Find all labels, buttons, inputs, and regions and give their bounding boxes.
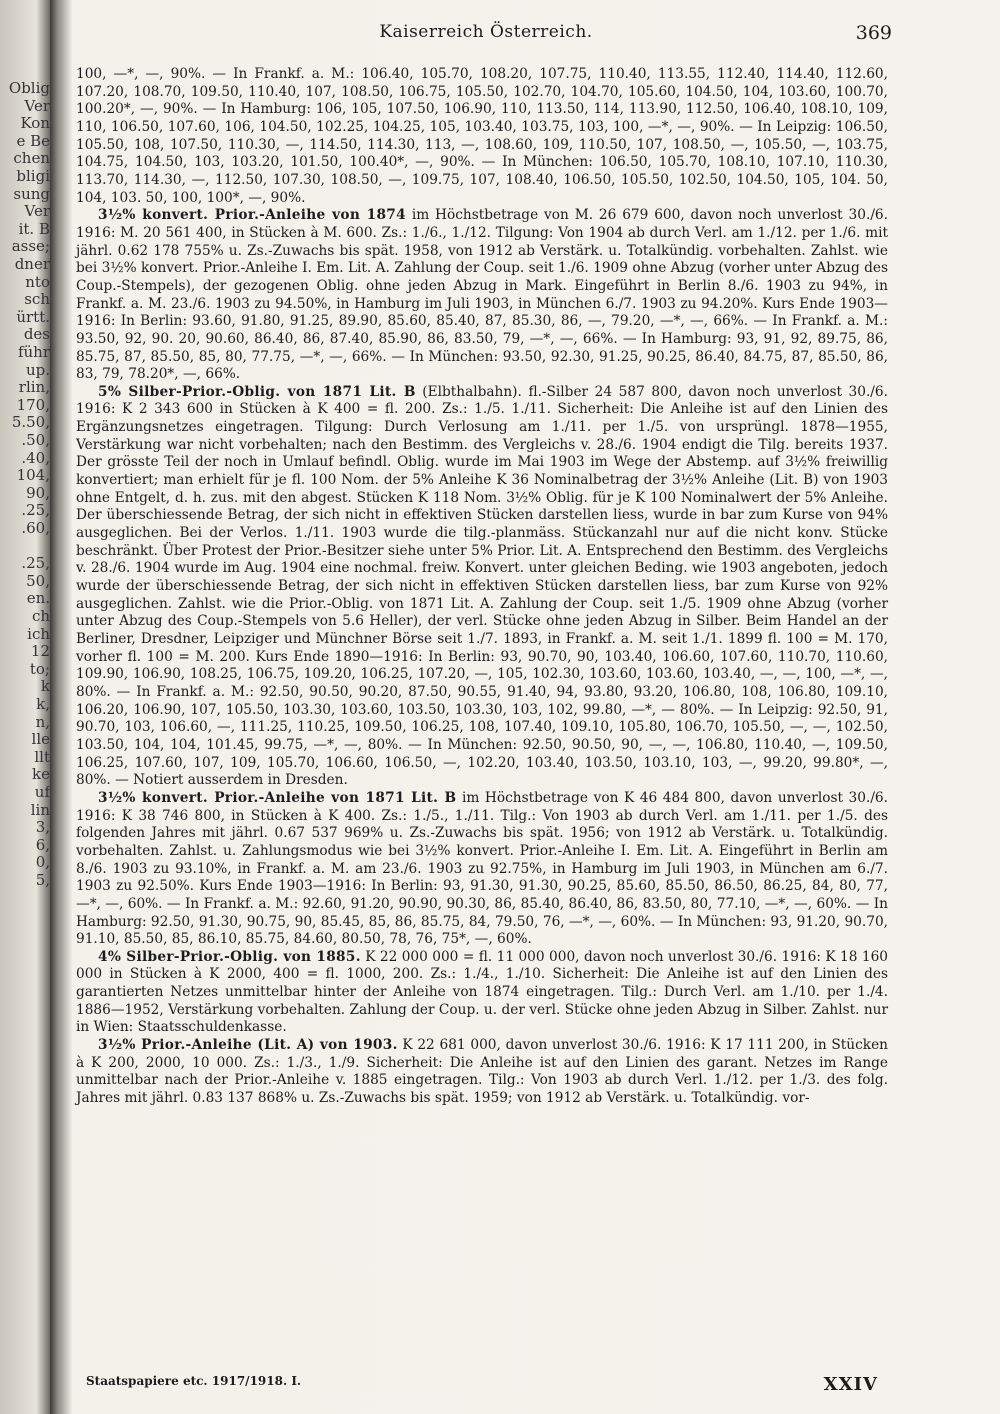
page-header xyxy=(80,22,892,50)
adjacent-page-fragment: chen xyxy=(13,150,50,168)
adjacent-page-margin xyxy=(0,0,52,1414)
book-spine-shadow xyxy=(50,0,72,1414)
paragraph-heading: 3½% konvert. Prior.-Anleihe von 1871 Lit. B xyxy=(98,789,457,806)
paragraph-text: im Höchstbetrage von M. 26 679 600, davon noch unverlost 30./6. 1916: M. 20 561 400, in Stücken à M. 600. Zs.: 1./6., 1./12. Tilgung: Von 1904 ab durch Verl. am 1./12. per 1./6. mit jährl. 0.62 178 755% u. Zs.-Zuwachs bis spät. 1958, von 1912 ab Verstärk. u. Totalkündig. vorbehalten. Zahlst. wie bei 3½% konvert. Prior.-Anleihe I. Em. Lit. A. Zahlung der Coup. seit 1./6. 1909 ohne Abzug (vorher unter Abzug des Coup.-Stempels), der gezogenen Oblig. ohne jeden Abzug in Mark. Eingeführt in Berlin 8./6. 1903 zu 94%, in Frankf. a. M. 23./6. 1903 zu 94.50%, in Hamburg im Juli 1903, in München 6./7. 1903 zu 94.20%. Kurs Ende 1903—1916: In Berlin: 93.60, 91.80, 91.25, 89.90, 85.60, 85.40, 87, 85.30, 86, —, 79.20, —*, —, 66%. — In Frankf. a. M.: 93.50, 92, 90. 20, 90.60, 86.40, 86, 87.40, 85.90, 86, 83.50, 79, —*, —, 66%. — In Hamburg: 93, 91, 92, 89.75, 86, 85.75, 87, 85.50, 85, 80, 77.75, —*, —, 66%. — In München: 93.50, 92.30, 91.25, 90.25, 86.40, 84.75, 87, 85.50, 86, 83, 79, 78.20*, —, 66%. xyxy=(76,207,888,383)
adjacent-page-fragment: sch xyxy=(24,291,50,309)
adjacent-page-fragment: .25, xyxy=(21,555,50,573)
adjacent-page-fragment: Ver xyxy=(24,203,50,221)
adjacent-page-fragment: ich xyxy=(27,625,50,643)
adjacent-page-fragment: 5, xyxy=(35,872,50,889)
adjacent-page-fragment: .40, xyxy=(21,449,50,467)
adjacent-page-fragment: 104, xyxy=(16,467,50,485)
paragraph-text: 100, —*, —, 90%. — In Frankf. a. M.: 106.40, 105.70, 108.20, 107.75, 110.40, 113.55, 112.40, 114.40, 112.60, 107.20, 108.70, 109.50, 110.40, 107, 108.50, 106.75, 105.50, 102.70, 104.70, 105.60, 104.50, 104, 103.60, 100.70, 100.20*, —, 90%. — In Hamburg: 106, 105, 107.50, 106.90, 110, 113.50, 114, 113.90, 112.50, 106.40, 108.10, 109, 110, 106.50, 107.60, 106, 104.50, 102.25, 104.25, 105, 103.40, 103.75, 103, 100, —*, —, 90%. — In Leipzig: 106.50, 105.50, 108, 107.50, 110.30, —, 114.50, 114.30, 113, —, 108.60, 109, 110.50, 107, 108.50, —, 105.50, —, 103.75, 104.75, 104.50, 103, 103.20, 101.50, 100.40*, —, 90%. — In München: 106.50, 105.70, 108.10, 107.10, 110.30, 113.70, 114.30, —, 112.50, 107.30, 108.50, —, 109.75, 107, 108.40, 106.50, 105.50, 102.50, 104.50, 105, 104. 50, 104, 103. 50, 100, 100*, —, 90%. xyxy=(76,66,888,206)
adjacent-page-fragment: Kon xyxy=(20,115,50,133)
adjacent-page-fragment: 0, xyxy=(35,854,50,872)
adjacent-page-fragment: 5.50, xyxy=(11,414,50,432)
adjacent-page-fragment: Oblig xyxy=(8,80,50,97)
paragraph-continuation xyxy=(76,66,888,207)
paragraph-text: im Höchstbetrage von K 46 484 800, davon unverlost 30./6. 1916: K 38 746 800, in Stücken à K 400. Zs.: 1./5., 1./11. Tilg.: Von 1903 ab durch Verl. am 1./11. per 1./5. des folgenden Jahres mit jährl. 0.67 537 969% u. Zs.-Zuwachs bis spät. 1956; von 1912 ab Verstärk. u. Totalkündig. vorbehalten. Zahlst. u. Zahlungsmodus wie bei 3½% konvert. Prior.-Anleihe I. Em. Lit. A. Eingeführt in Berlin am 8./6. 1903 zu 93.10%, in Frankf. a. M. am 23./6. 1903 zu 92.75%, in Hamburg im Juli 1903, in München am 6./7. 1903 zu 92.50%. Kurs Ende 1903—1916: In Berlin: 93, 91.30, 91.30, 90.25, 85.60, 85.50, 86.50, 86.25, 84, 80, 77, —*, —, 60%. — In Frankf. a. M.: 92.60, 91.20, 90.90, 90.30, 86, 85.40, 86.40, 86, 83.50, 80, 77.10, —*, —, 60%. — In Hamburg: 92.50, 91.30, 90.75, 90, 85.45, 85, 86, 85.75, 84, 79.50, 76, —*, —, 60%. — In München: 93, 91.20, 90.70, 91.10, 85.50, 85, 86.10, 85.75, 84.60, 80.50, 78, 76, 75*, —, 60%. xyxy=(76,789,888,948)
adjacent-page-fragment: ke xyxy=(32,766,50,784)
adjacent-page-fragment: nto xyxy=(25,273,50,291)
adjacent-page-fragment: n, xyxy=(35,713,50,731)
adjacent-page-fragment: .25, xyxy=(21,502,50,520)
adjacent-page-fragment: 50, xyxy=(26,572,50,590)
adjacent-page-fragment: uf xyxy=(34,784,50,801)
paragraph-text: K 22 681 000, davon unverlost 30./6. 1916: K 17 111 200, in Stücken à K 200, 2000, 10 000. Zs.: 1./3., 1./9. Sicherheit: Die Anleihe ist auf den Linien des garant. Netzes im Range unmittelbar nach der Prior.-Anleihe v. 1885 eingetragen. Tilg.: Von 1903 ab durch Verl. 1./12. per 1./3. des folg. Jahres mit jährl. 0.83 137 868% u. Zs.-Zuwachs bis spät. 1959; von 1912 ab Verstärk. u. Totalkündig. vor- xyxy=(76,1037,889,1107)
paragraph-heading: 4% Silber-Prior.-Oblig. von 1885. xyxy=(98,948,361,965)
paragraph-bond-1874 xyxy=(76,207,888,384)
adjacent-page-fragment: führ xyxy=(17,344,50,361)
adjacent-page-fragment: k xyxy=(40,678,50,696)
paragraph-konvert-1871 xyxy=(76,790,888,949)
page-body xyxy=(76,66,888,1108)
paragraph-heading: 3½% Prior.-Anleihe (Lit. A) von 1903. xyxy=(98,1037,398,1054)
adjacent-page-fragment: k, xyxy=(36,696,50,713)
adjacent-page-fragment: up. xyxy=(25,361,50,379)
adjacent-page-fragment: sung xyxy=(13,185,50,203)
paragraph-heading: 5% Silber-Prior.-Oblig. von 1871 Lit. B xyxy=(98,383,416,400)
adjacent-page-fragment: e Be xyxy=(16,132,50,150)
paragraph-silver-1871 xyxy=(76,384,888,790)
running-title: Kaiserreich Österreich. xyxy=(379,22,593,42)
adjacent-page-fragment: Ver xyxy=(24,97,50,115)
adjacent-page-fragment: dner xyxy=(14,256,50,273)
adjacent-page-fragment: .50, xyxy=(21,432,50,449)
adjacent-page-fragment: des xyxy=(23,326,50,344)
adjacent-page-fragment: .60, xyxy=(21,520,50,537)
adjacent-page-fragment: bligi xyxy=(16,168,50,185)
adjacent-page-fragment: 3, xyxy=(35,819,50,837)
adjacent-page-fragment: 90, xyxy=(26,484,50,502)
paragraph-heading: 3½% konvert. Prior.-Anleihe von 1874 xyxy=(98,207,406,224)
adjacent-page-fragment: ürtt. xyxy=(16,308,50,326)
adjacent-page-fragment: 170, xyxy=(16,396,50,414)
footer-sheet-mark: XXIV xyxy=(823,1374,878,1395)
adjacent-page-fragment: ch xyxy=(31,608,50,625)
paragraph-text: (Elbthalbahn). fl.-Silber 24 587 800, davon noch unverlost 30./6. 1916: K 2 343 600 in Stücken à K 400 = fl. 200. Zs.: 1./5. 1./11. Sicherheit: Die Anleihe ist auf den Linien des Ergänzungsnetzes eingetragen. Tilgung: Durch Verlosung am 1./11. per 1./5. von ursprüngl. 1878—1955, Verstärkung war nicht vorbehalten; nach den Bestimm. des Vergleichs v. 28./6. 1904 endigt die Tilg. bereits 1937. Der grösste Teil der noch in Umlauf befindl. Oblig. wurde im Mai 1903 im Wege der Abstemp. auf 3½% freiwillig konvertiert; man erhielt für je fl. 100 Nom. der 5% Anleihe K 36 Nominalbetrag der 3½% Anleihe (Lit. B) von 1903 ohne Entgelt, d. h. zus. mit den abgest. Stücken K 118 Nom. 3½% Oblig. für je K 100 Nominalwert der 5% Anleihe. Der überschiessende Betrag, der sich nicht in effektiven Stücken darstellen liess, wurde in bar zum Kurse von 94% ausgeglichen. Bei der Verlos. 1./11. 1903 wurde die tilg.-planmäss. Stückanzahl nur auf die nicht konv. Stücke beschränkt. Über Protest der Prior.-Besitzer siehe unter 5% Prior. Lit. A. Entsprechend den Bestimm. des Vergleichs v. 28./6. 1904 wurde im Aug. 1904 eine nochmal. freiw. Konvert. unter gleichen Beding. wie 1903 angeboten, jedoch wurde der überschiessende Betrag, der sich nicht in effektiven Stücken darstellen liess, bar zum Kurse von 92% ausgeglichen. Zahlst. wie die Prior.-Oblig. von 1871 Lit. A. Zahlung der Coup. seit 1./5. 1909 ohne Abzug (vorher unter Abzug des Coup.-Stempels von 5.6 Heller), der verl. Stücke ohne jeden Abzug in Silber. Beim Handel an der Berliner, Dresdner, Leipziger und Münchner Börse seit 1./7. 1893, in Frankf. a. M. seit 1./1. 1899 fl. 100 = M. 170, vorher fl. 100 = M. 200. Kurs Ende 1890—1916: In Berlin: 93, 90.70, 90, 103.40, 106.60, 107.60, 110.70, 110.60, 109.90, 106.90, 108.25, 106.75, 109.20, 106.25, 107.20, —, 105, 102.30, 103.60, 103.60, 103.40, —, —, 100, —*, —, 80%. — In Frankf. a. M.: 92.50, 90.50, 90.20, 87.50, 90.55, 91.40, 94, 93.80, 93.20, 106.80, 108, 106.80, 109.10, 106.20, 106.90, 107, 105.50, 103.30, 103.60, 103.50, 103.30, 103, 102, 99.80, —*, — 80%. — In Leipzig: 92.50, 91, 90.70, 103, 106.60, —, 111.25, 110.25, 109.50, 106.25, 108, 107.40, 109.10, 105.80, 106.70, 105.50, —, —, 102.50, 103.50, 104, 104, 101.45, 99.75, —*, —, 80%. — In München: 92.50, 90.50, 90, —, —, 106.80, 110.40, —, 109.50, 106.25, 107.60, 107, 109, 105.70, 106.60, 106.50, —, 102.20, 103.40, 103.50, 103.10, 103, —, 99.20, 99.80*, —, 80%. — Notiert ausserdem in Dresden. xyxy=(76,383,888,789)
adjacent-page-fragment: lle xyxy=(31,731,50,749)
paragraph-silver-1885 xyxy=(76,949,888,1037)
adjacent-page-fragment: lin xyxy=(30,801,50,819)
page-number: 369 xyxy=(855,22,892,44)
adjacent-page-fragment: to; xyxy=(29,660,50,678)
footer-signature: Staatspapiere etc. 1917/1918. I. xyxy=(86,1374,302,1388)
paragraph-text: K 22 000 000 = fl. 11 000 000, davon noch unverlost 30./6. 1916: K 18 160 000 in Stücken à K 2000, 400 = fl. 1000, 200. Zs.: 1./4., 1./10. Sicherheit: Die Anleihe ist auf den Linien des garantierten Netzes unmittelbar hinter der Anleihe von 1874 eingetragen. Tilg.: Durch Verl. am 1./10. per 1./4. 1886—1952, Verstärkung vorbehalten. Zahlung der Coup. u. der verl. Stücke ohne jeden Abzug in Silber. Zahlst. nur in Wien: Staatsschuldenkasse. xyxy=(76,948,888,1036)
adjacent-page-fragment: llt xyxy=(34,748,50,766)
adjacent-page-fragment: rlin, xyxy=(18,379,50,397)
adjacent-page-fragment: asse; xyxy=(11,238,50,256)
adjacent-page-fragment: 12 xyxy=(30,643,50,661)
adjacent-page-fragment: en. xyxy=(26,590,50,608)
paragraph-prior-1903 xyxy=(76,1037,888,1108)
adjacent-page-fragment: it. B xyxy=(18,220,50,238)
adjacent-page-fragment: 6, xyxy=(35,836,50,854)
page-footer xyxy=(86,1374,878,1398)
